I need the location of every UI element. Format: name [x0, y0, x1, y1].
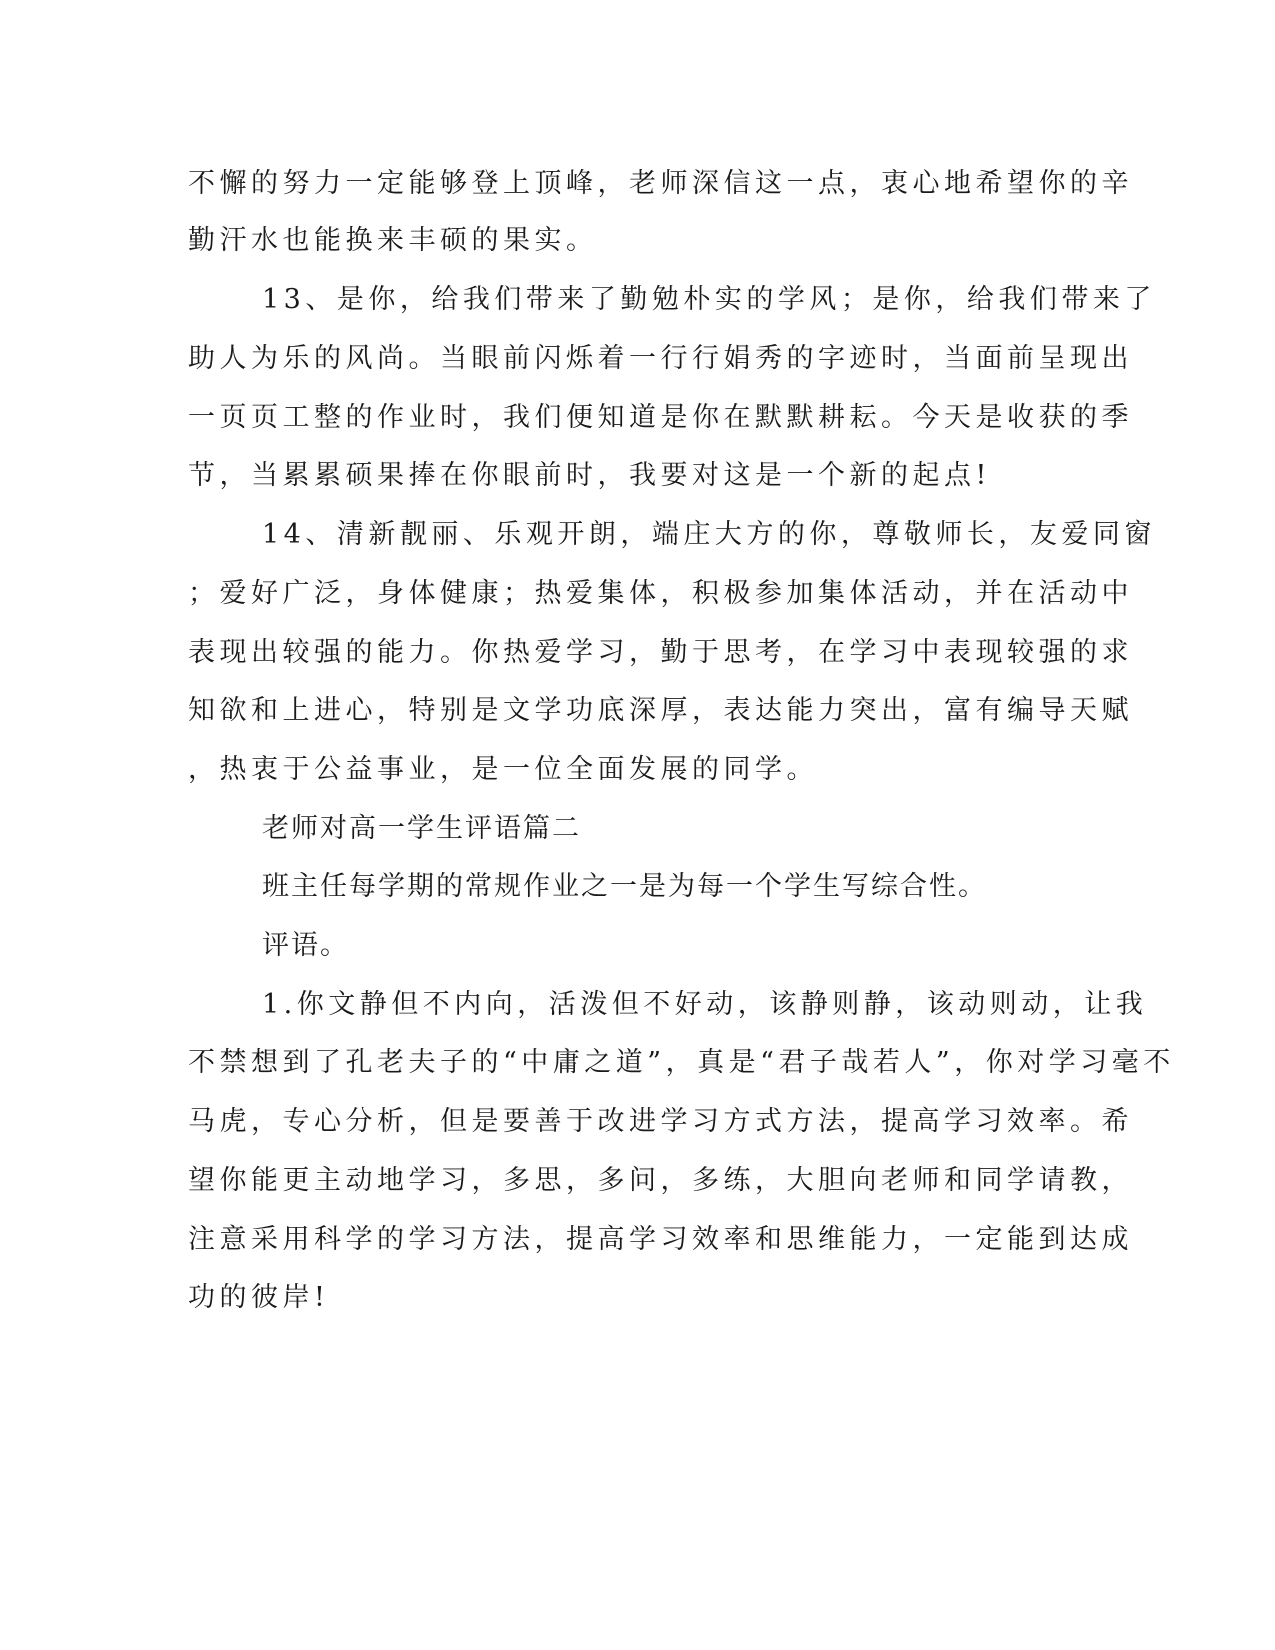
- paragraph-13-line-1: 13、是你，给我们带来了勤勉朴实的学风；是你，给我们带来了: [262, 284, 1156, 315]
- intro-line: 班主任每学期的常规作业之一是为每一个学生写综合性。: [262, 871, 987, 902]
- paragraph-13-line-4: 节，当累累硕果捧在你眼前时，我要对这是一个新的起点!: [188, 460, 991, 491]
- paragraph-1-line-2: 不禁想到了孔老夫子的“中庸之道”，真是“君子哉若人”，你对学习毫不: [188, 1047, 1175, 1078]
- paragraph-1-line-4: 望你能更主动地学习，多思，多问，多练，大胆向老师和同学请教，: [188, 1165, 1133, 1196]
- paragraph-13-line-2: 助人为乐的风尚。当眼前闪烁着一行行娟秀的字迹时，当面前呈现出: [188, 343, 1133, 374]
- paragraph-1-line-3: 马虎，专心分析，但是要善于改进学习方式方法，提高学习效率。希: [188, 1106, 1133, 1137]
- paragraph-1-line-1: 1.你文静但不内向，活泼但不好动，该静则静，该动则动，让我: [262, 989, 1148, 1020]
- intro-line-2: 评语。: [262, 930, 349, 961]
- paragraph-1-line-6: 功的彼岸!: [188, 1282, 330, 1313]
- paragraph-14-line-3: 表现出较强的能力。你热爱学习，勤于思考，在学习中表现较强的求: [188, 637, 1133, 668]
- paragraph-14-line-4: 知欲和上进心，特别是文学功底深厚，表达能力突出，富有编导天赋: [188, 695, 1133, 726]
- text-line-2: 勤汗水也能换来丰硕的果实。: [188, 225, 598, 256]
- paragraph-14-line-5: ，热衷于公益事业，是一位全面发展的同学。: [188, 754, 818, 785]
- paragraph-14-line-1: 14、清新靓丽、乐观开朗，端庄大方的你，尊敬师长，友爱同窗: [262, 519, 1156, 550]
- paragraph-13-line-3: 一页页工整的作业时，我们便知道是你在默默耕耘。今天是收获的季: [188, 402, 1133, 433]
- paragraph-1-line-5: 注意采用科学的学习方法，提高学习效率和思维能力，一定能到达成: [188, 1224, 1133, 1255]
- section-heading: 老师对高一学生评语篇二: [262, 813, 581, 844]
- paragraph-14-line-2: ；爱好广泛，身体健康；热爱集体，积极参加集体活动，并在活动中: [188, 578, 1133, 609]
- text-line-1: 不懈的努力一定能够登上顶峰，老师深信这一点，衷心地希望你的辛: [188, 168, 1133, 199]
